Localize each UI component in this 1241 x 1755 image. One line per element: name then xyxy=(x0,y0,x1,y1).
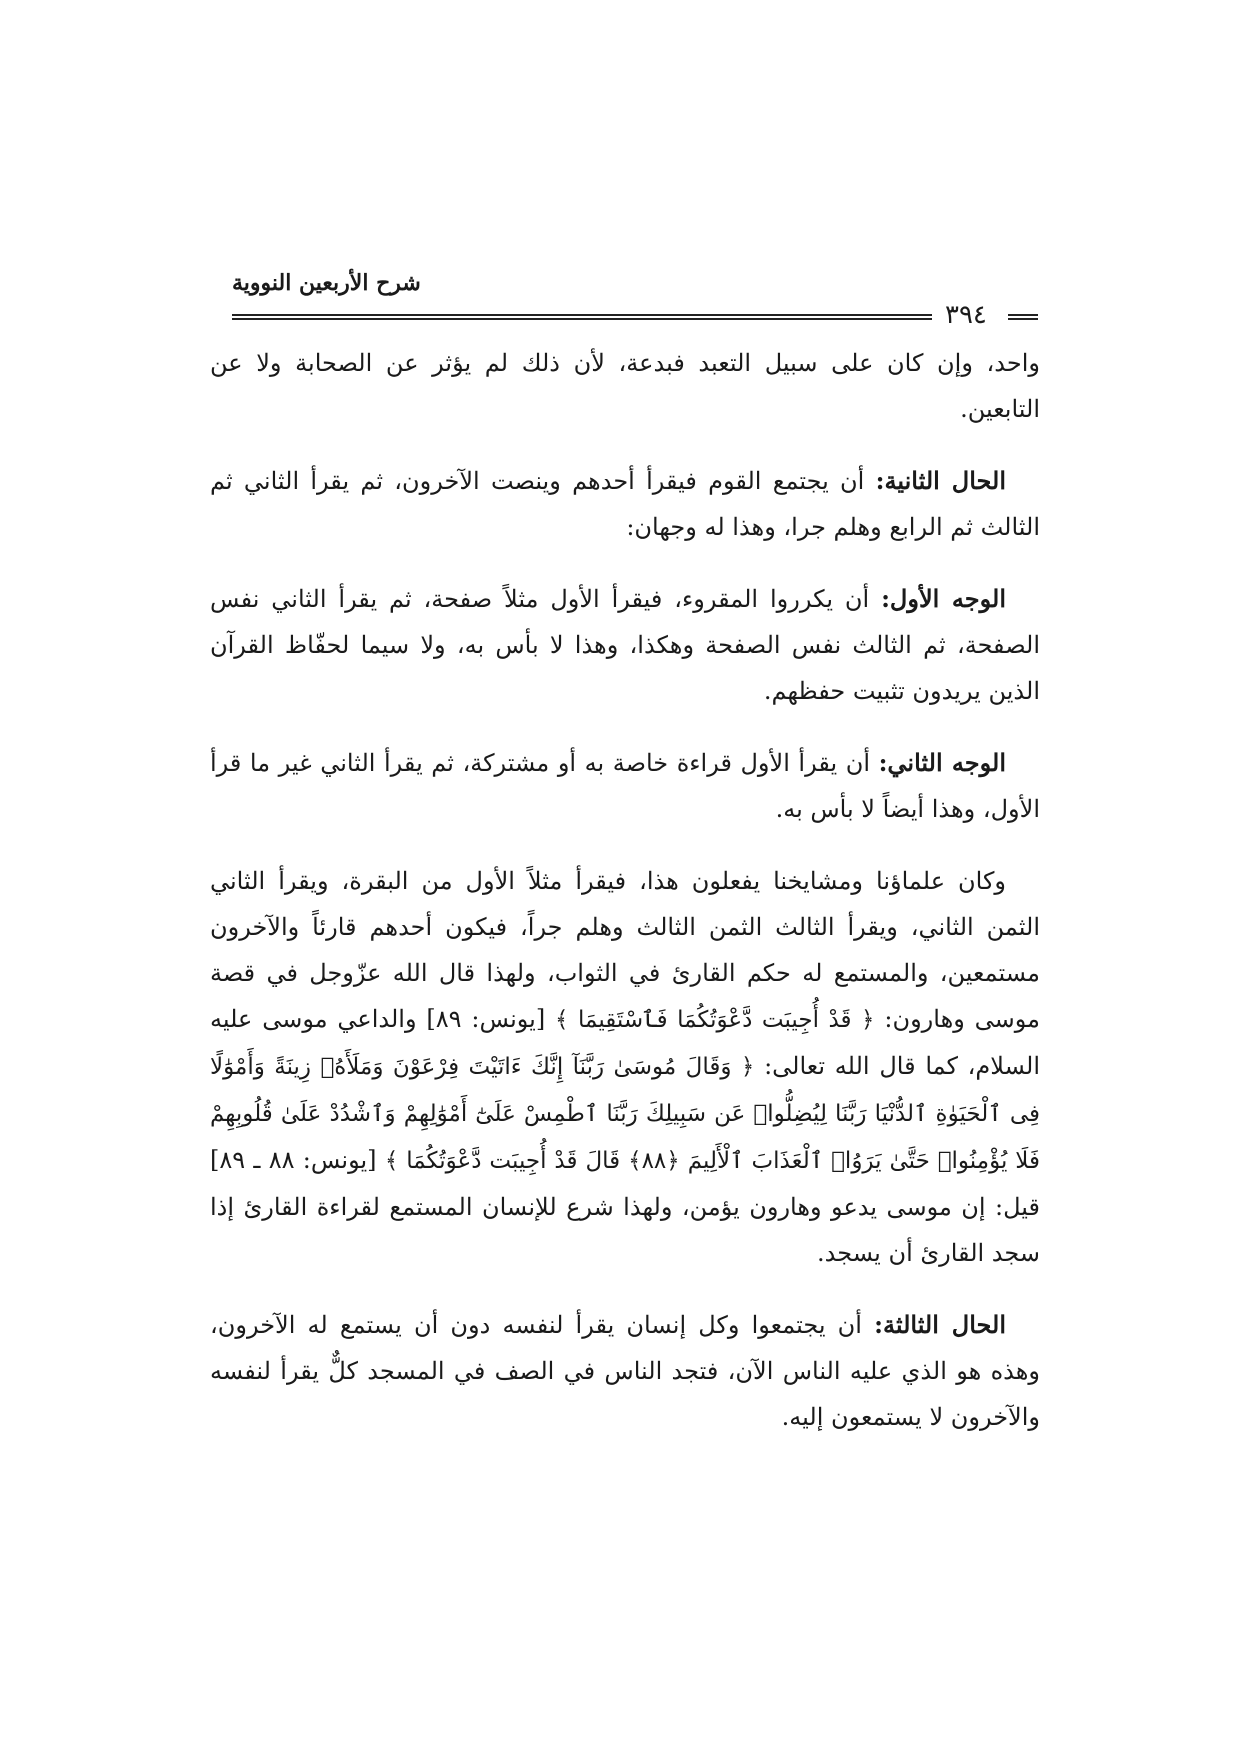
running-header-title: شرح الأربعين النووية xyxy=(232,270,421,296)
paragraph-second-aspect xyxy=(210,740,1040,832)
body-text xyxy=(210,340,1040,1466)
paragraph-text: [يونس: ٨٩] والداعي موسى عليه السلام، كما قال الله تعالى: xyxy=(210,1005,1040,1080)
paragraph-text: أن يكرروا المقروء، فيقرأ الأول مثلاً صفحة، ثم يقرأ الثاني نفس الصفحة، ثم الثالث نفس الصفحة وهكذا، وهذا لا بأس به، ولا سيما لحفّاظ القرآن الذين يريدون تثبيت حفظهم. xyxy=(210,585,1040,705)
paragraph-text: [يونس: ٨٨ ـ ٨٩] قيل: إن موسى يدعو وهارون يؤمن، ولهذا شرع للإنسان المستمع لقراءة القارئ إذا سجد القارئ أن يسجد. xyxy=(210,1146,1040,1267)
paragraph-text: واحد، وإن كان على سبيل التعبد فبدعة، لأن ذلك لم يؤثر عن الصحابة ولا عن التابعين. xyxy=(210,349,1040,423)
paragraph-heading: الوجه الأول: xyxy=(881,584,1006,613)
quran-quote: ﴿ وَقَالَ مُوسَىٰ رَبَّنَآ إِنَّكَ ءَاتَيْتَ فِرْعَوْنَ وَمَلَأَهُۥ زِينَةً وَأَمْوَٰلًا فِى ٱلْحَيَوٰةِ ٱلدُّنْيَا رَبَّنَا لِيُضِلُّوا۟ عَن سَبِيلِكَ رَبَّنَا ٱطْمِسْ عَلَىٰٓ أَمْوَٰلِهِمْ وَٱشْدُدْ عَلَىٰ قُلُوبِهِمْ فَلَا يُؤْمِنُوا۟ حَتَّىٰ يَرَوُا۟ ٱلْعَذَابَ ٱلْأَلِيمَ ﴿٨٨﴾ قَالَ قَدْ أُجِيبَت دَّعْوَتُكُمَا ﴾ xyxy=(210,1054,1041,1174)
paragraph-text: وكان علماؤنا ومشايخنا يفعلون هذا، فيقرأ مثلاً الأول من البقرة، ويقرأ الثاني الثمن الثاني، ويقرأ الثالث الثمن الثالث وهلم جراً، فيكون أحدهم قارئاً والآخرون مستمعين، والمستمع له حكم القارئ في الثواب، ولهذا قال الله عزّوجل في قصة موسى وهارون: xyxy=(210,867,1041,1033)
paragraph-heading: الوجه الثاني: xyxy=(878,748,1007,777)
paragraph-heading: الحال الثالثة: xyxy=(874,1310,1006,1339)
page-number: ٣٩٤ xyxy=(945,300,987,330)
page-number-rule xyxy=(1008,314,1038,320)
paragraph-scholars-practice xyxy=(210,858,1040,1276)
header-rule xyxy=(232,314,932,320)
paragraph-text: أن يجتمعوا وكل إنسان يقرأ لنفسه دون أن يستمع له الآخرون، وهذه هو الذي عليه الناس الآن، فتجد الناس في الصف في المسجد كلٌّ يقرأ لنفسه والآخرون لا يستمعون إليه. xyxy=(210,1311,1040,1431)
paragraph-heading: الحال الثانية: xyxy=(875,466,1006,495)
paragraph-continuation xyxy=(210,340,1040,432)
paragraph-text: أن يجتمع القوم فيقرأ أحدهم وينصت الآخرون، ثم يقرأ الثاني ثم الثالث ثم الرابع وهلم جرا، وهذا له وجهان: xyxy=(210,467,1040,541)
quran-quote: ﴿ قَدْ أُجِيبَت دَّعْوَتُكُمَا فَٱسْتَقِيمَا ﴾ xyxy=(555,1007,875,1033)
paragraph-second-state xyxy=(210,458,1040,550)
paragraph-third-state xyxy=(210,1302,1040,1440)
paragraph-text: أن يقرأ الأول قراءة خاصة به أو مشتركة، ثم يقرأ الثاني غير ما قرأ الأول، وهذا أيضاً لا بأس به. xyxy=(210,749,1040,823)
paragraph-first-aspect xyxy=(210,576,1040,714)
